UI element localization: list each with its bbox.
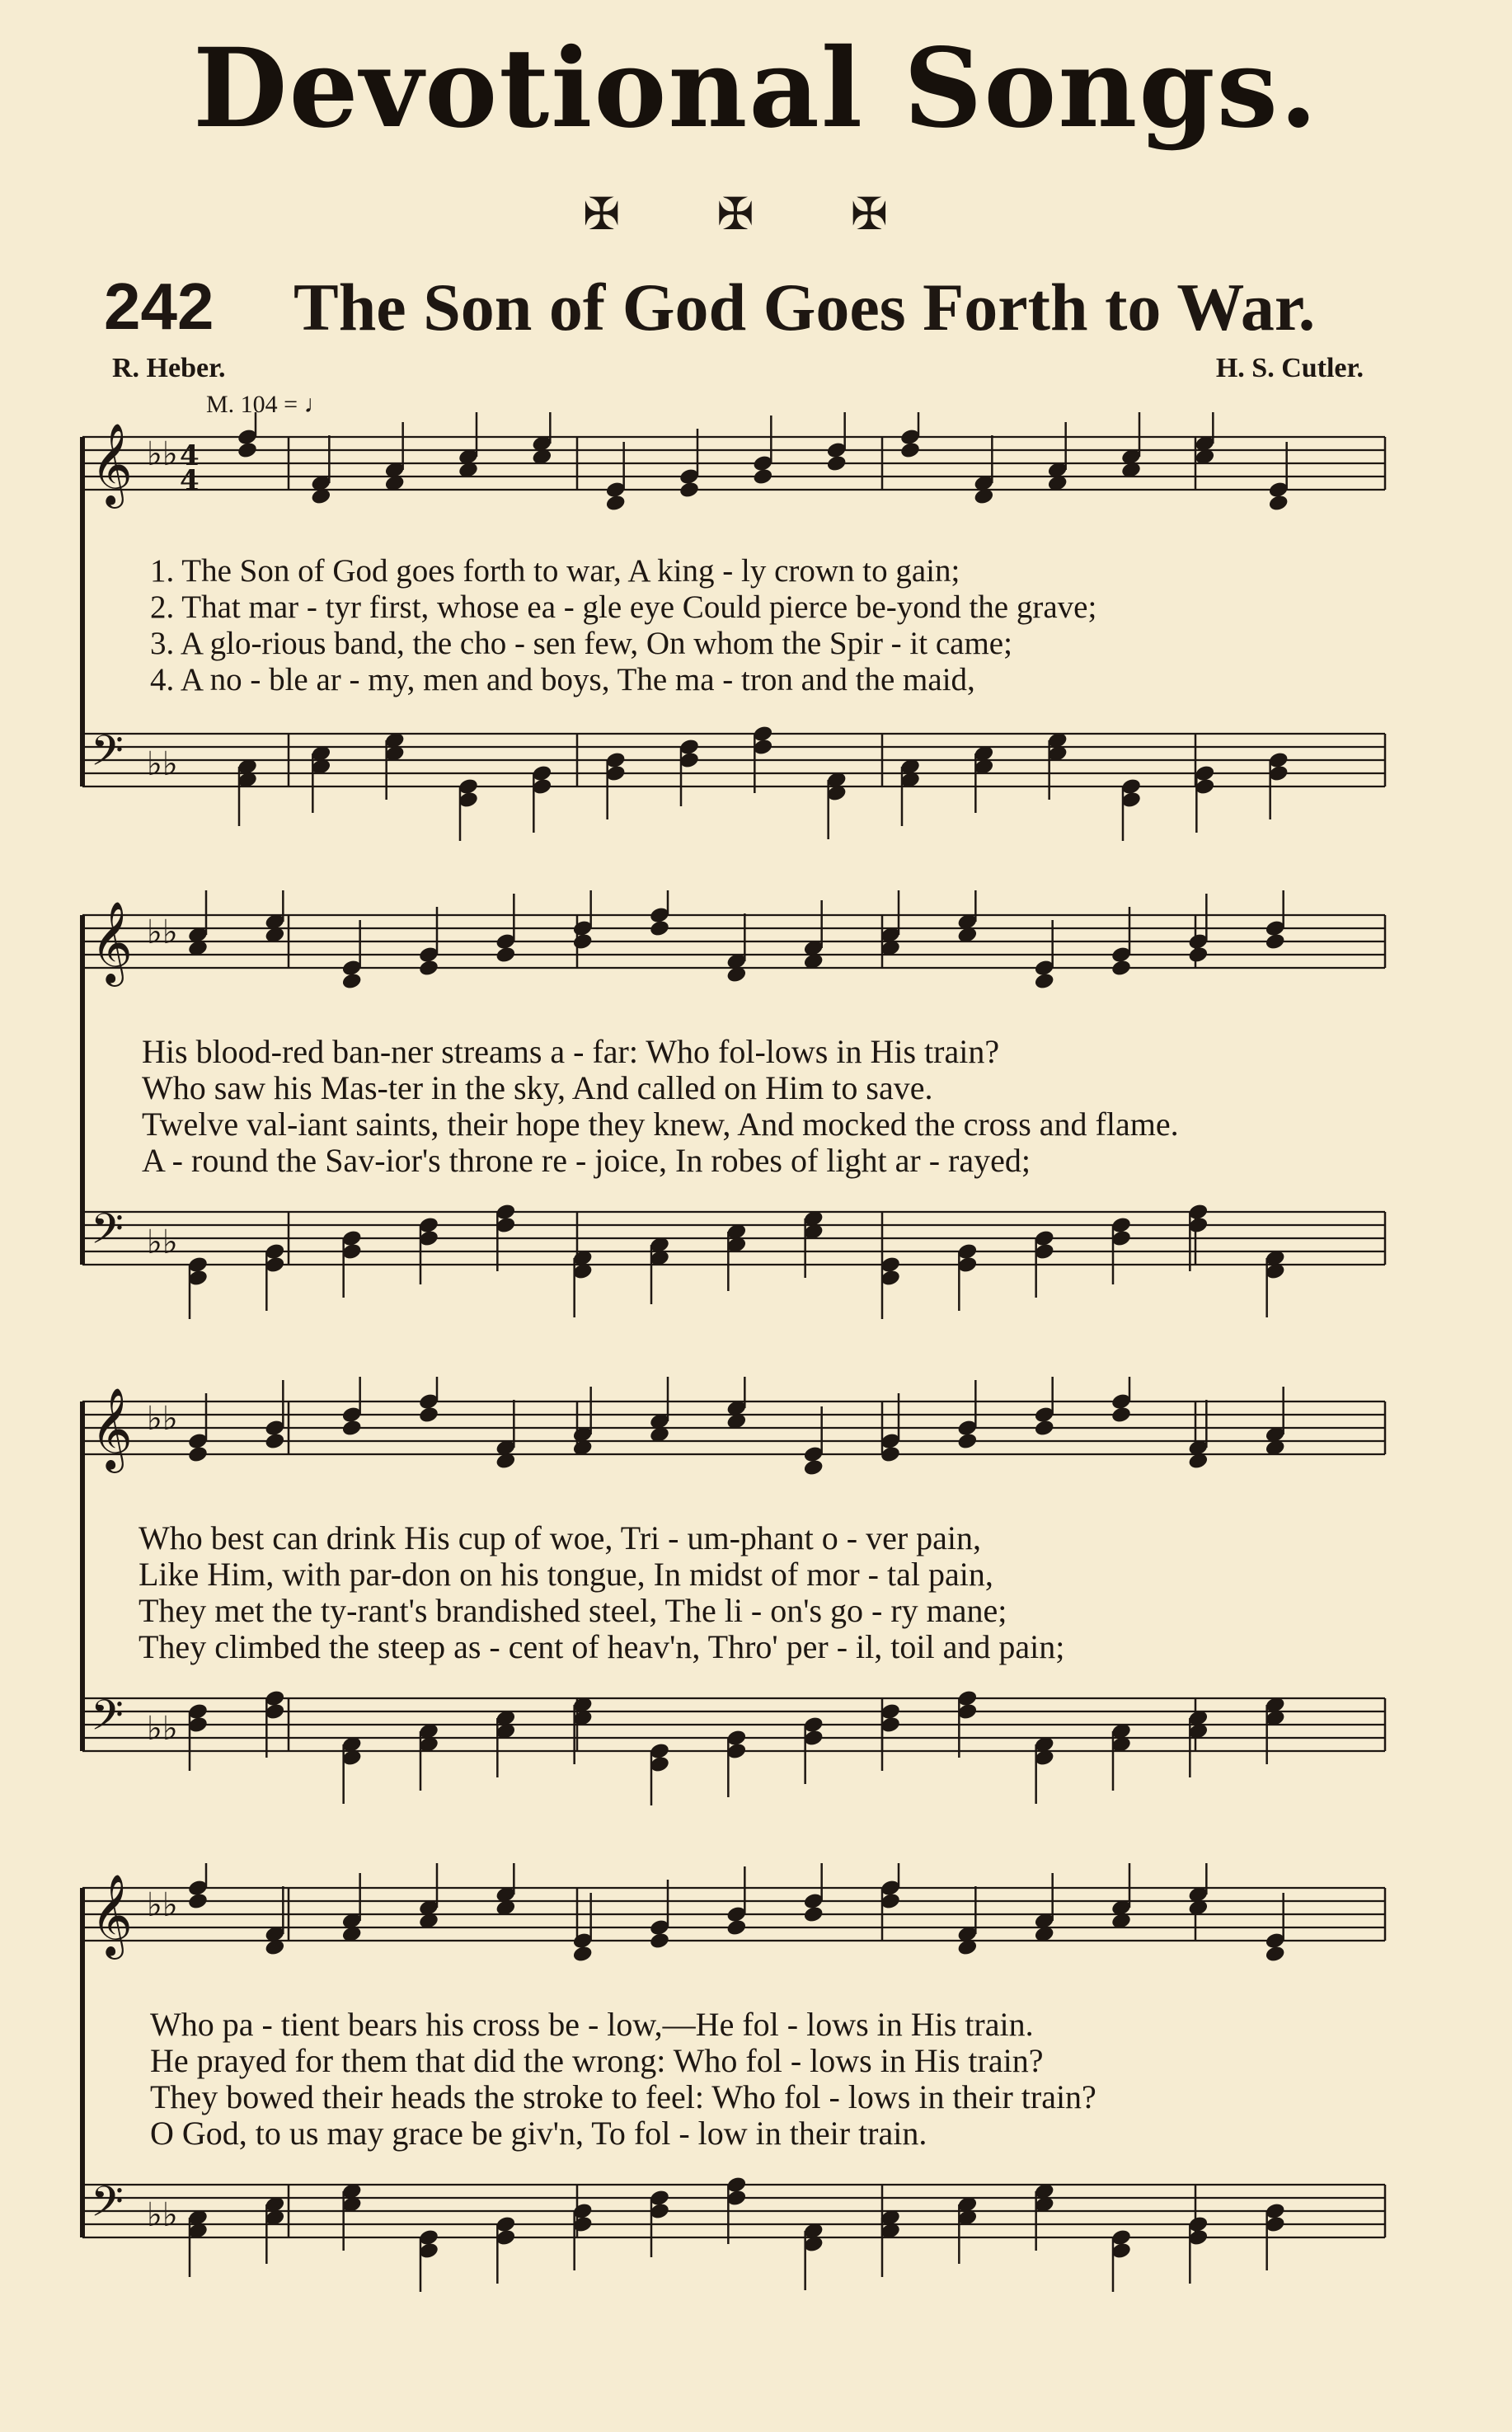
note-head <box>264 1432 285 1451</box>
music-system-4 <box>0 1863 1512 2292</box>
note-head <box>1111 959 1132 978</box>
hymn-number: 242 <box>104 270 214 343</box>
lyric-line: His blood-red ban-ner streams a - far: Who fol-lows in His train? <box>142 1033 1000 1070</box>
music-system-1 <box>0 412 1512 841</box>
note-head <box>572 1945 594 1964</box>
lyric-line: He prayed for them that did the wrong: Who fol - lows in His train? <box>150 2042 1044 2079</box>
note-head <box>752 467 773 486</box>
music-system-2 <box>0 890 1512 1319</box>
note-head <box>341 1419 363 1438</box>
treble-clef-icon: 𝄞 <box>91 423 133 505</box>
ornament-crosses: ✠ ✠ ✠ <box>582 188 930 240</box>
bass-clef-icon: 𝄢 <box>91 2176 124 2237</box>
note-head <box>1265 932 1286 951</box>
lyric-line: 2. That mar - tyr first, whose ea - gle eye Could pierce be-yond the grave; <box>150 589 1097 625</box>
bass-clef-icon: 𝄢 <box>91 1204 124 1264</box>
flat-key-signature-icon: ♭♭ <box>147 1400 178 1438</box>
treble-clef-icon: 𝄞 <box>91 1874 133 1956</box>
lyric-line: 3. A glo-rious band, the cho - sen few, On whom the Spir - it came; <box>150 626 1012 661</box>
treble-clef-icon: 𝄞 <box>91 901 133 984</box>
lyric-line: They bowed their heads the stroke to feel: Who fol - lows in their train? <box>150 2078 1096 2115</box>
lyric-line: Twelve val-iant saints, their hope they knew, And mocked the cross and flame. <box>142 1106 1179 1143</box>
note-head <box>956 1432 978 1451</box>
flat-key-signature-icon: ♭♭ <box>147 435 178 473</box>
note-head <box>803 1905 824 1924</box>
time-signature-top: 4 <box>180 439 200 472</box>
bass-clef-icon: 𝄢 <box>91 1690 124 1750</box>
flat-key-signature-icon: ♭♭ <box>147 1223 178 1261</box>
bass-clef-icon: 𝄢 <box>91 725 124 786</box>
flat-key-signature-icon: ♭♭ <box>147 745 178 783</box>
note-head <box>1268 494 1289 513</box>
note-head <box>899 441 921 460</box>
note-head <box>649 1932 670 1951</box>
note-head <box>1187 946 1209 965</box>
lyricist-credit: R. Heber. <box>112 353 226 383</box>
lyric-line: Who saw his Mas-ter in the sky, And called on Him to save. <box>142 1069 933 1106</box>
lyric-line: They climbed the steep as - cent of heav'n, Thro' per - il, toil and pain; <box>139 1628 1065 1665</box>
hymn-title: The Son of God Goes Forth to War. <box>293 270 1316 345</box>
note-head <box>341 972 363 991</box>
note-head <box>826 454 848 473</box>
lyric-line: A - round the Sav-ior's throne re - joice, In robes of light ar - rayed; <box>142 1142 1031 1179</box>
note-head <box>1034 972 1055 991</box>
note-head <box>187 1445 209 1464</box>
composer-credit: H. S. Cutler. <box>1215 353 1364 383</box>
note-head <box>1111 1406 1132 1425</box>
note-head <box>803 1458 824 1477</box>
lyric-line: O God, to us may grace be giv'n, To fol - low in their train. <box>150 2115 927 2152</box>
note-head <box>649 919 670 938</box>
lyric-line: Like Him, with par-don on his tongue, In midst of mor - tal pain, <box>139 1556 993 1593</box>
lyric-line: 1. The Son of God goes forth to war, A king - ly crown to gain; <box>150 553 960 589</box>
flat-key-signature-icon: ♭♭ <box>147 913 178 951</box>
flat-key-signature-icon: ♭♭ <box>147 1710 178 1748</box>
note-head <box>418 1406 439 1425</box>
note-head <box>237 441 258 460</box>
lyric-line: Who pa - tient bears his cross be - low,—He fol - lows in His train. <box>150 2006 1034 2043</box>
treble-clef-icon: 𝄞 <box>91 1387 133 1470</box>
note-head <box>418 959 439 978</box>
note-head <box>605 494 627 513</box>
flat-key-signature-icon: ♭♭ <box>147 2196 178 2234</box>
note-head <box>679 481 700 500</box>
time-signature-bottom: 4 <box>180 464 200 497</box>
lyric-line: 4. A no - ble ar - my, men and boys, The ma - tron and the maid, <box>150 662 975 697</box>
lyric-line: They met the ty-rant's brandished steel, The li - on's go - ry mane; <box>139 1592 1007 1629</box>
tempo-marking: M. 104 = ♩ <box>206 391 329 418</box>
note-head <box>187 1892 209 1911</box>
page-heading: Devotional Songs. <box>193 25 1319 153</box>
note-head <box>1034 1419 1055 1438</box>
music-system-3 <box>0 1377 1512 1805</box>
lyric-line: Who best can drink His cup of woe, Tri - um-phant o - ver pain, <box>139 1519 982 1556</box>
note-head <box>725 1918 747 1937</box>
note-head <box>1265 1945 1286 1964</box>
note-head <box>495 946 516 965</box>
flat-key-signature-icon: ♭♭ <box>147 1886 178 1924</box>
note-head <box>572 932 594 951</box>
